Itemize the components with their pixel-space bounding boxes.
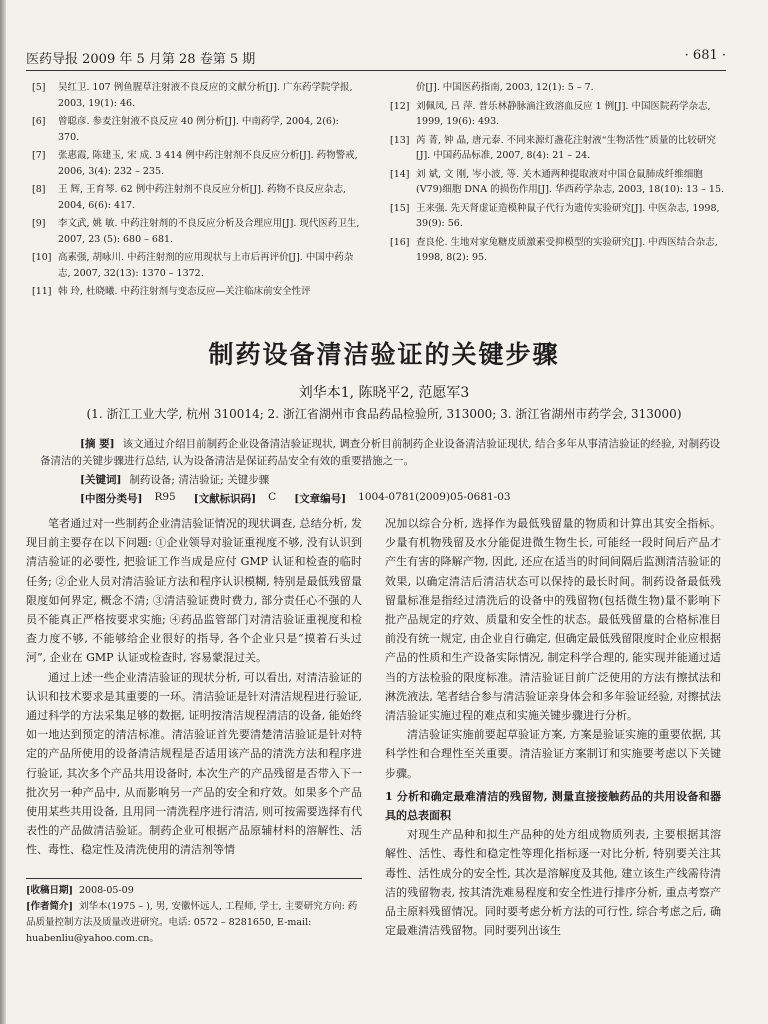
keywords-text: 制药设备; 清洁验证; 关键步骤 — [129, 474, 270, 486]
body-paragraph: 对现生产品种和拟生产品种的处方组成物质列表, 主要根据其溶解性、活性、毒性和稳定性等理化指标逐一对比分析, 特别要关注其毒性、活性成分的安全性, 其次是溶解度及其他, 建立该生产线需待清洁的残留物表, 按其清洗难易程度和安全性进行排序分析, 重点考察产品主原料残留情况。同时要考虑分析方法的可行性, 综合考虑之后, 确定最难清洁残留物。同时要列出该生 — [385, 828, 721, 938]
reference-item: [13] 芮 菁, 钟 晶, 唐元泰. 不同来源灯盏花注射液“生物活性”质量的比较研究[J]. 中国药品标准, 2007, 8(4): 21 – 24. — [390, 134, 716, 161]
reference-item: [9] 李文武, 姚 敏. 中药注射剂的不良反应分析及合理应用[J]. 现代医药卫生, 2007, 23 (5): 680 – 681. — [32, 218, 360, 245]
body-paragraph: 清洁验证实施前要起草验证方案, 方案是验证实施的重要依据, 其科学性和合理性至关重要。清洁验证方案制订和实施要考虑以下关键步骤。 — [385, 728, 721, 780]
body-right-column — [385, 514, 721, 940]
author-info-footnote — [26, 878, 362, 947]
clc-label: [中图分类号] — [80, 493, 143, 505]
reference-item: 价[J]. 中国医药指南, 2003, 12(1): 5 – 7. — [416, 82, 594, 93]
classification-line — [80, 491, 529, 506]
body-paragraph: 通过上述一些企业清洁验证的现状分析, 可以看出, 对清洁验证的认识和技术要求是其重要的一环。清洁验证是针对清洁规程进行验证, 通过科学的方法采集足够的数据, 证明按清洁规程清洁的设备, 能始终如一地达到预定的清洁标准。清洁验证首先要清楚清洁验证是针对特定的产品所使用的设备清洁规程是否适用该产品的清洗方法和程序进行验证, 其次多个产品共用设备时, 本次生产的产品残留是否带入下一批次另一种产品中, 从而影响另一产品的安全和疗效。如果多个产品使用某些共用设备, 且用同一清洗程序进行清洁, 则可按需要选择有代表性的产品做清洁验证。制药企业可根据产品原辅材料的溶解性、活性、毒性、稳定性及清洗使用的清洁剂等情 — [26, 670, 362, 857]
body-left-column — [26, 514, 362, 860]
reference-item: [7] 张惠霞, 陈建玉, 宋 成. 3 414 例中药注射剂不良反应分析[J]. 药物警戒, 2006, 3(4): 232 – 235. — [32, 150, 358, 177]
reference-item: [8] 王 辉, 王育琴. 62 例中药注射剂不良反应分析[J]. 药物不良反应杂志, 2004, 6(6): 417. — [32, 184, 346, 211]
article-no-label: [文章编号] — [294, 493, 347, 505]
reference-item: [10] 高素强, 胡咏川. 中药注射剂的应用现状与上市后再评价[J]. 中国中药杂志, 2007, 32(13): 1370 – 1372. — [32, 252, 354, 279]
references-right-column — [390, 80, 725, 269]
reference-item: [12] 刘佩凤, 吕 萍. 普乐林静脉滴注致溶血反应 1 例[J]. 中国医院药学杂志, 1999, 19(6): 493. — [390, 100, 711, 127]
page-number: · 681 · — [684, 48, 726, 63]
journal-info: 医药导报 2009 年 5 月第 28 卷第 5 期 — [26, 52, 256, 67]
doc-code-label: [文献标识码] — [193, 493, 257, 505]
reference-item: [11] 韩 玲, 杜晓曦. 中药注射剂与变态反应—关注临床前安全性评 — [32, 286, 311, 297]
body-paragraph: 笔者通过对一些制药企业清洁验证情况的现状调查, 总结分析, 发现目前主要存在以下问题: ①企业领导对验证重视度不够, 没有认识到清洁验证的必要性, 把验证工作当成是应付 GMP 认证和检查的临时任务; ②企业人员对清洁验证方法和程序认识模糊, 特别是最低残留量限度如何界定, 概念不清; ③清洁验证费时费力, 部分责任心不强的人员不能真正严格按要求实施; ④药品监管部门对清洁验证重视度和检查力度不够, 不能够给企业很好的指导, 各个企业只是“摸着石头过河”, 企业在 GMP 认证或检查时, 容易蒙混过关。 — [26, 517, 362, 665]
running-header — [26, 48, 726, 70]
reference-item: [16] 查良伦. 生地对家兔糖皮质激素受抑模型的实验研究[J]. 中西医结合杂志, 1998, 8(2): 95. — [390, 236, 718, 263]
page-binding-edge — [0, 0, 6, 1024]
article-title: 制药设备清洁验证的关键步骤 — [208, 340, 560, 369]
keywords-label: [关键词] — [80, 474, 122, 486]
clc-value: R95 — [154, 491, 176, 503]
abstract-label: [摘 要] — [80, 438, 115, 450]
body-paragraph: 况加以综合分析, 选择作为最低残留量的物质和计算出其安全指标。少量有机物残留及水分能促进微生物生长, 可能经一段时间后产品才产生有害的降解产物, 因此, 还应在适当的时间间隔后监测清洁验证的效果, 以确定清洁后清洁状态可以保持的最长时间。制药设备最低残留量标准是指经过清洗后的设备中的残留物(包括微生物)量不影响下批产品规定的疗效、质量和安全性的状态。最低残留量的合格标准目前没有统一规定, 由企业自行确定, 但确定最低残留限度时企业应根据产品的性质和生产设备实际情况, 制定科学合理的, 能实现并能通过适当的方法检验的限度标准。清洁验证目前广泛使用的方法有擦拭法和淋洗液法, 笔者结合参与清洁验证亲身体会和多年验证经验, 对擦拭法清洁验证实施过程的难点和实施关键步骤进行分析。 — [385, 517, 721, 723]
references-left-column — [32, 80, 362, 303]
keywords — [80, 472, 269, 487]
reference-item: [5] 吴红卫. 107 例鱼腥草注射液不良反应的文献分析[J]. 广东药学院学报, 2003, 19(1): 46. — [32, 82, 353, 109]
abstract-text: 该文通过介绍目前制药企业设备清洁验证现状, 调查分析目前制药企业设备清洁验证现状, 结合多年从事清洁验证的经验, 对制药设备清洁的关键步骤进行总结, 认为设备清洁是保证药品安全有效的重要措施之一。 — [40, 438, 721, 467]
doc-code-value: C — [268, 491, 277, 503]
section-heading: 1 分析和确定最难清洁的残留物, 测量直接接触药品的共用设备和器具的总表面积 — [385, 789, 721, 823]
author-bio: [作者简介] 刘华本(1975 – ), 男, 安徽怀远人, 工程师, 学士, 主要研究方向: 药品质量控制方法及质量改进研究。电话: 0572 – 8281650, E-mail: huabenliu@yahoo.com.cn。 — [26, 901, 358, 944]
reference-item: [6] 曾聪彦. 参麦注射液不良反应 40 例分析[J]. 中南药学, 2004, 2(6): 370. — [32, 116, 339, 143]
reference-item: [14] 刘 斌, 文 刚, 岑小波, 等. 关木通两种提取液对中国仓鼠肺成纤维细胞(V79)细胞 DNA 的损伤作用[J]. 华西药学杂志, 2003, 18(10): 13 – 15. — [390, 168, 725, 195]
received-date: [收稿日期] 2008-05-09 — [26, 885, 134, 896]
abstract — [40, 436, 730, 470]
article-authors: 刘华本1, 陈晓平2, 范愿军3 — [298, 385, 470, 401]
article-no-value: 1004-0781(2009)05-0681-03 — [358, 491, 511, 503]
header-rule — [26, 70, 726, 71]
reference-item: [15] 王来强. 先天肾虚证造模种鼠子代行为遗传实验研究[J]. 中医杂志, 1998, 39(9): 56. — [390, 202, 720, 229]
author-affiliations: (1. 浙江工业大学, 杭州 310014; 2. 浙江省湖州市食品药品检验所, 313000; 3. 浙江省湖州市药学会, 313000) — [86, 407, 682, 421]
